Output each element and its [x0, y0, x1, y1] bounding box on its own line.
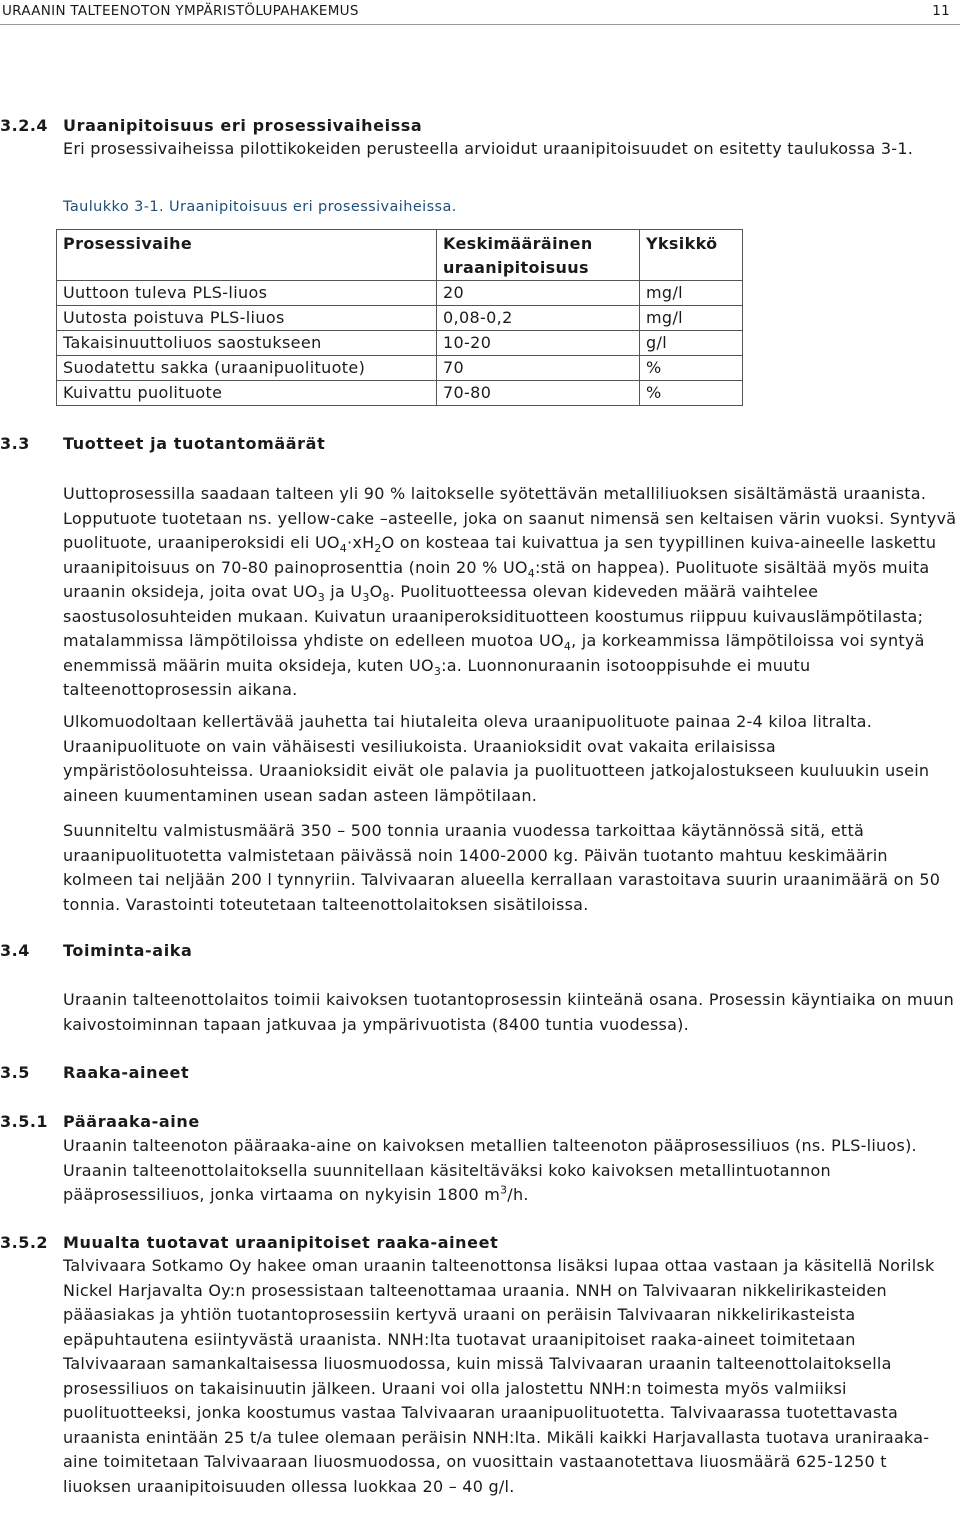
- products-paragraph-2: Ulkomuodoltaan kellertävää jauhetta tai hiutaleita oleva uraanipuolituote painaa 2-4 kiloa litralta. Uraanipuolituote on vain vähäisesti vesiliukoista. Uraanioksidit ovat vakaita erilaisissa ympäristöolosuhteissa. Uraanioksidit eivät ole palavia ja puolituotteen jatkojalostukseen kuuluukin usein aineen kuumentaminen usean sadan asteen lämpötilaan.: [63, 712, 930, 805]
- table-row: [57, 356, 743, 381]
- operating-time-paragraph: Uraanin talteenottolaitos toimii kaivoksen tuotantoprosessin kiinteänä osana. Prosessin käyntiaika on muun kaivostoiminnan tapaan jatkuvaa ja ympärivuotista (8400 tuntia vuodessa).: [63, 990, 955, 1034]
- table-row: [57, 331, 743, 356]
- section-number-3-4: 3.4: [0, 941, 30, 960]
- section-heading-3-5-2: Muualta tuotavat uraanipitoiset raaka-aineet: [63, 1233, 499, 1252]
- table-cell: %: [640, 381, 743, 406]
- section-heading-3-5: Raaka-aineet: [63, 1063, 190, 1082]
- section-heading-3-5-1: Pääraaka-aine: [63, 1112, 200, 1131]
- section-number-3-5-2: 3.5.2: [0, 1233, 49, 1252]
- section-number-3-2-4: 3.2.4: [0, 116, 49, 135]
- section-heading-3-3: Tuotteet ja tuotantomäärät: [63, 434, 326, 453]
- table-cell: Kuivattu puolituote: [57, 381, 437, 406]
- table-cell: Suodatettu sakka (uraanipuolituote): [57, 356, 437, 381]
- page-number: 11: [932, 3, 950, 19]
- table-header-row: [57, 230, 743, 281]
- section-number-3-3: 3.3: [0, 434, 30, 453]
- table-cell: mg/l: [640, 306, 743, 331]
- table-cell: mg/l: [640, 281, 743, 306]
- table-cell: 20: [437, 281, 640, 306]
- table-caption: Taulukko 3-1. Uraanipitoisuus eri prosessivaiheissa.: [63, 199, 457, 215]
- section-heading-3-4: Toiminta-aika: [63, 941, 193, 960]
- table-row: [57, 306, 743, 331]
- table-cell: 0,08-0,2: [437, 306, 640, 331]
- table-header-cell: Yksikkö: [640, 230, 743, 281]
- table-cell: g/l: [640, 331, 743, 356]
- table-cell: Uuttoon tuleva PLS-liuos: [57, 281, 437, 306]
- imported-raw-material-paragraph: Talvivaara Sotkamo Oy hakee oman uraanin talteenottonsa lisäksi lupaa ottaa vastaan ja käsitellä Norilsk Nickel Harjavalta Oy:n prosessistaan talteenottamaa uraania. NNH on Talvivaaran nikkelirikasteiden pääasiakas ja yhtiön tuotantoprosessiin kertyvä uraani on peräisin Talvivaaran nikkelirikasteista epäpuhtautena esiintyvästä uraanista. NNH:lta tuotavat uraanipitoiset raaka-aineet toimitetaan Talvivaaraan samankaltaisessa liuosmuodossa, kuin missä Talvivaaran uraanin talteenottolaitoksella prosessiliuos on takaisinuutin jälkeen. Uraani voi olla jalostettu NNH:n toimesta myös valmiiksi puolituotteeksi, jonka koostumus vastaa Talvivaaran uraanipuolituotetta. Talvivaarassa tuotettavasta uraanista enintään 25 t/a tulee olemaan peräisin NNH:lta. Mikäli kaikki Harjavallasta tuotava uraniraaka-aine toimitetaan Talvivaaraan liuosmuodossa, on vuosittain vastaanotettava liuosmäärä 625-1250 t liuoksen uraanipitoisuuden ollessa luokkaa 20 – 40 g/l.: [63, 1256, 935, 1496]
- section-number-3-5: 3.5: [0, 1063, 30, 1082]
- table-cell: 70: [437, 356, 640, 381]
- table-row: [57, 381, 743, 406]
- table-cell: 10-20: [437, 331, 640, 356]
- document-title: URAANIN TALTEENOTON YMPÄRISTÖLUPAHAKEMUS: [2, 3, 359, 19]
- table-cell: Uutosta poistuva PLS-liuos: [57, 306, 437, 331]
- section-number-3-5-1: 3.5.1: [0, 1112, 49, 1131]
- table-cell: 70-80: [437, 381, 640, 406]
- main-raw-material-paragraph: Uraanin talteenoton pääraaka-aine on kaivoksen metallien talteenoton pääprosessiliuos (ns. PLS-liuos). Uraanin talteenottolaitoksella suunnitellaan käsiteltäväksi koko kaivoksen metallintuotannon pääprosessiliuos, jonka virtaama on nykyisin 1800 $m^3/h$.: [63, 1136, 917, 1204]
- table-cell: Takaisinuuttoliuos saostukseen: [57, 331, 437, 356]
- table-header-cell: Prosessivaihe: [57, 230, 437, 281]
- table-row: [57, 281, 743, 306]
- table-header-cell: Keskimääräinen uraanipitoisuus: [437, 230, 640, 281]
- uranium-content-table: [56, 229, 743, 406]
- page-header: [0, 0, 960, 25]
- table-cell: %: [640, 356, 743, 381]
- products-paragraph-1: Uuttoprosessilla saadaan talteen yli 90 % laitokselle syötettävän metalliliuoksen sisältämästä uraanista. Lopputuote tuotetaan ns. yellow-cake –asteelle, joka on saanut nimensä sen keltaisen värin vuoksi. Syntyvä puolituote, uraaniperoksidi eli $UO_4\cdot xH_2O$ on kosteaa tai kuivattua ja sen tyypillinen kuiva-aineelle laskettu uraanipitoisuus on 70-80 painoprosenttia (noin 20 % $UO_4:stä$ on happea). Puolituote sisältää myös muita uraanin oksideja, joita ovat $UO_3$ ja $U_3O_8$. Puolituotteessa olevan kideveden määrä vaihtelee saostusolosuhteiden mukaan. Kuivatun uraaniperoksidituotteen koostumus riippuu kuivauslämpötilasta; matalammissa lämpötiloissa yhdiste on edelleen muotoa $UO_4$, ja korkeammissa lämpötiloissa voi syntyä enemmissä määrin muita oksideja, kuten $UO_3:a$. Luonnonuraanin isotooppisuhde ei muutu talteenottoprosessin aikana.: [63, 484, 957, 699]
- section-heading-3-2-4: Uraanipitoisuus eri prosessivaiheissa: [63, 116, 423, 135]
- section-intro-3-2-4: Eri prosessivaiheissa pilottikokeiden perusteella arvioidut uraanipitoisuudet on esitetty taulukossa 3-1.: [63, 139, 914, 158]
- products-paragraph-3: Suunniteltu valmistusmäärä 350 – 500 tonnia uraania vuodessa tarkoittaa käytännössä sitä, että uraanipuolituotetta valmistetaan päivässä noin 1400-2000 kg. Päivän tuotanto mahtuu keskimäärin kolmeen tai neljään 200 l tynnyriin. Talvivaaran alueella kerrallaan varastoitava suurin uraanimäärä on 50 tonnia. Varastointi toteutetaan talteenottolaitoksen sisätiloissa.: [63, 821, 941, 914]
